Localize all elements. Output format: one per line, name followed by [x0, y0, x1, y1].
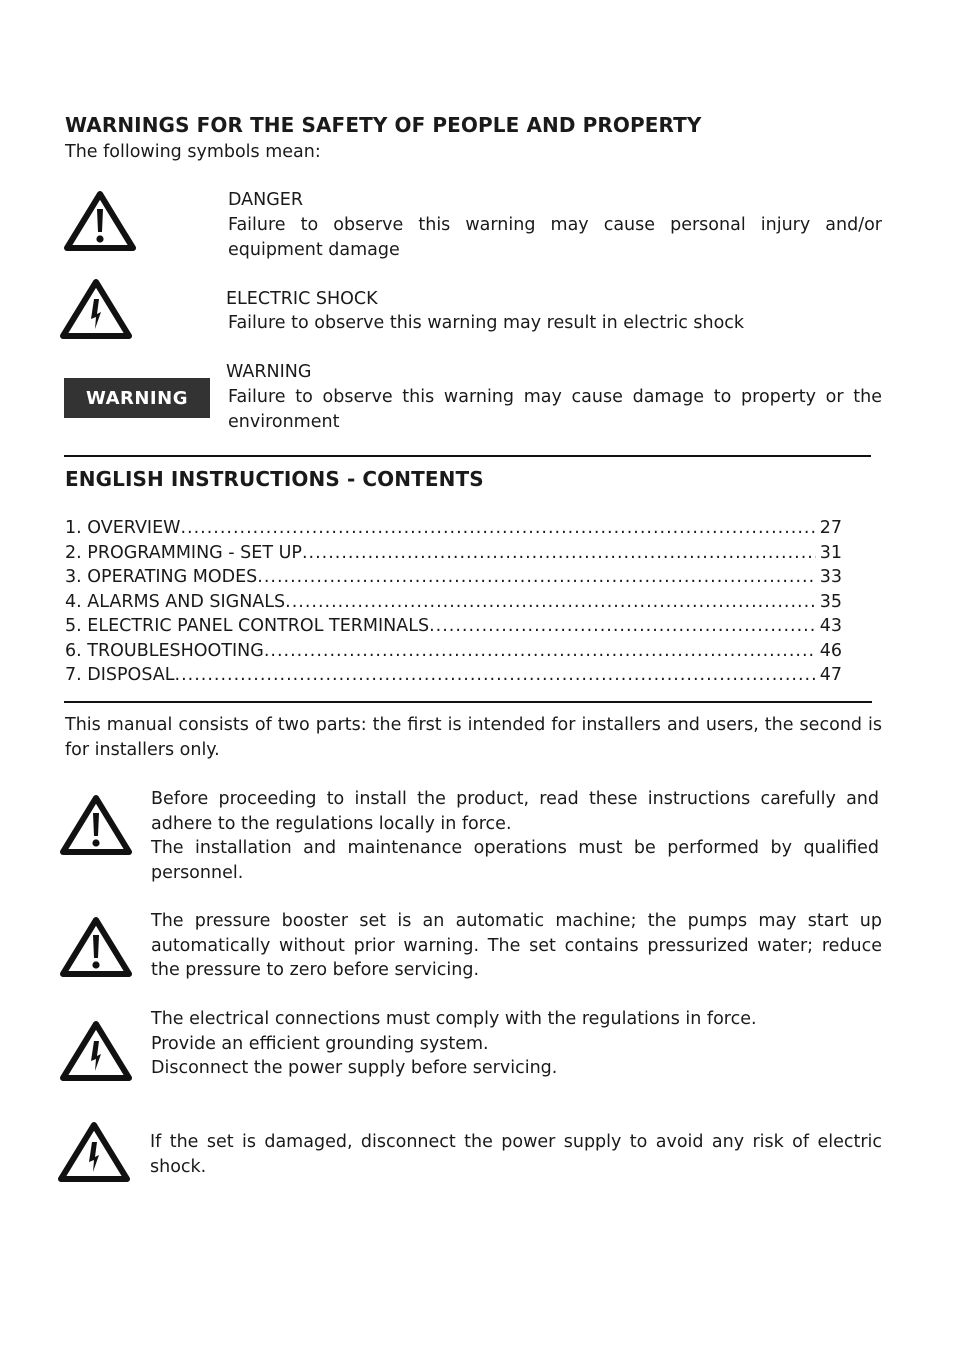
electric-shock-description: Failure to observe this warning may result in electric shock: [228, 313, 745, 333]
toc-leader: [429, 614, 816, 639]
toc-page-number: 31: [819, 542, 842, 563]
warning-description: Failure to observe this warning may cause damage to property or the environment: [228, 387, 882, 432]
toc-leader: [180, 516, 815, 541]
toc-leader: [285, 590, 816, 615]
toc-page-number: 43: [819, 616, 842, 636]
danger-label: DANGER: [228, 190, 304, 210]
toc-leader: [302, 541, 816, 566]
toc-item[interactable]: [65, 516, 842, 541]
toc-leader: [264, 639, 816, 664]
toc-page-number: 33: [819, 567, 842, 587]
manual-note: This manual consists of two parts: the first is intended for installers and users, the second is for installers only.: [65, 715, 882, 760]
toc-list: [65, 516, 842, 688]
exclamation-triangle-icon: [64, 190, 136, 252]
toc-item-label: 7. DISPOSAL: [65, 665, 175, 685]
warnings-title: WARNINGS FOR THE SAFETY OF PEOPLE AND PROPERTY: [65, 113, 702, 137]
divider: [64, 701, 872, 703]
toc-item[interactable]: [65, 639, 842, 664]
toc-page-number: 47: [819, 665, 842, 685]
toc-item[interactable]: [65, 541, 842, 566]
exclamation-triangle-icon: [60, 916, 132, 978]
warning-label: WARNING: [226, 362, 312, 382]
electric-shock-label: ELECTRIC SHOCK: [226, 289, 378, 309]
notice-damaged-text: If the set is damaged, disconnect the power supply to avoid any risk of electric shock.: [150, 1132, 882, 1177]
toc-item-label: 2. PROGRAMMING - SET UP: [65, 542, 302, 563]
toc-page-number: 46: [819, 640, 842, 661]
toc-item[interactable]: [65, 565, 842, 590]
notice-pressure-text: The pressure booster set is an automatic machine; the pumps may start up automatically without prior warning. The set contains pressurized water; reduce the pressure to zero before servicing.: [151, 911, 882, 980]
notice-grounding-line: Provide an efficient grounding system.: [151, 1034, 489, 1054]
lightning-triangle-icon: [60, 278, 132, 340]
toc-item[interactable]: [65, 614, 842, 639]
notice-personnel-text: The installation and maintenance operations must be performed by qualified personnel.: [151, 838, 879, 883]
toc-leader: [257, 565, 815, 590]
toc-item-label: 4. ALARMS AND SIGNALS: [65, 591, 286, 612]
toc-item-label: 3. OPERATING MODES: [65, 567, 258, 587]
lightning-triangle-icon: [60, 1020, 132, 1082]
toc-item-label: 5. ELECTRIC PANEL CONTROL TERMINALS: [65, 616, 430, 636]
toc-item[interactable]: [65, 590, 842, 615]
toc-item-label: 1. OVERVIEW: [65, 518, 181, 538]
warning-badge: WARNING: [64, 378, 210, 418]
notice-electrical-line: The electrical connections must comply with the regulations in force.: [151, 1009, 757, 1029]
toc-page-number: 35: [819, 591, 842, 612]
contents-title: ENGLISH INSTRUCTIONS - CONTENTS: [65, 467, 484, 491]
lightning-triangle-icon: [58, 1121, 130, 1183]
toc-page-number: 27: [819, 518, 842, 538]
toc-item[interactable]: [65, 663, 842, 688]
toc-leader: [175, 663, 816, 688]
toc-item-label: 6. TROUBLESHOOTING: [65, 640, 264, 661]
warnings-intro: The following symbols mean:: [65, 142, 321, 162]
danger-description: Failure to observe this warning may cause personal injury and/or equipment damage: [228, 215, 882, 260]
notice-disconnect-line: Disconnect the power supply before servicing.: [151, 1058, 558, 1078]
exclamation-triangle-icon: [60, 794, 132, 856]
notice-install-text: Before proceeding to install the product, read these instructions carefully and adhere to the regulations locally in force.: [151, 789, 879, 834]
divider: [64, 455, 871, 457]
